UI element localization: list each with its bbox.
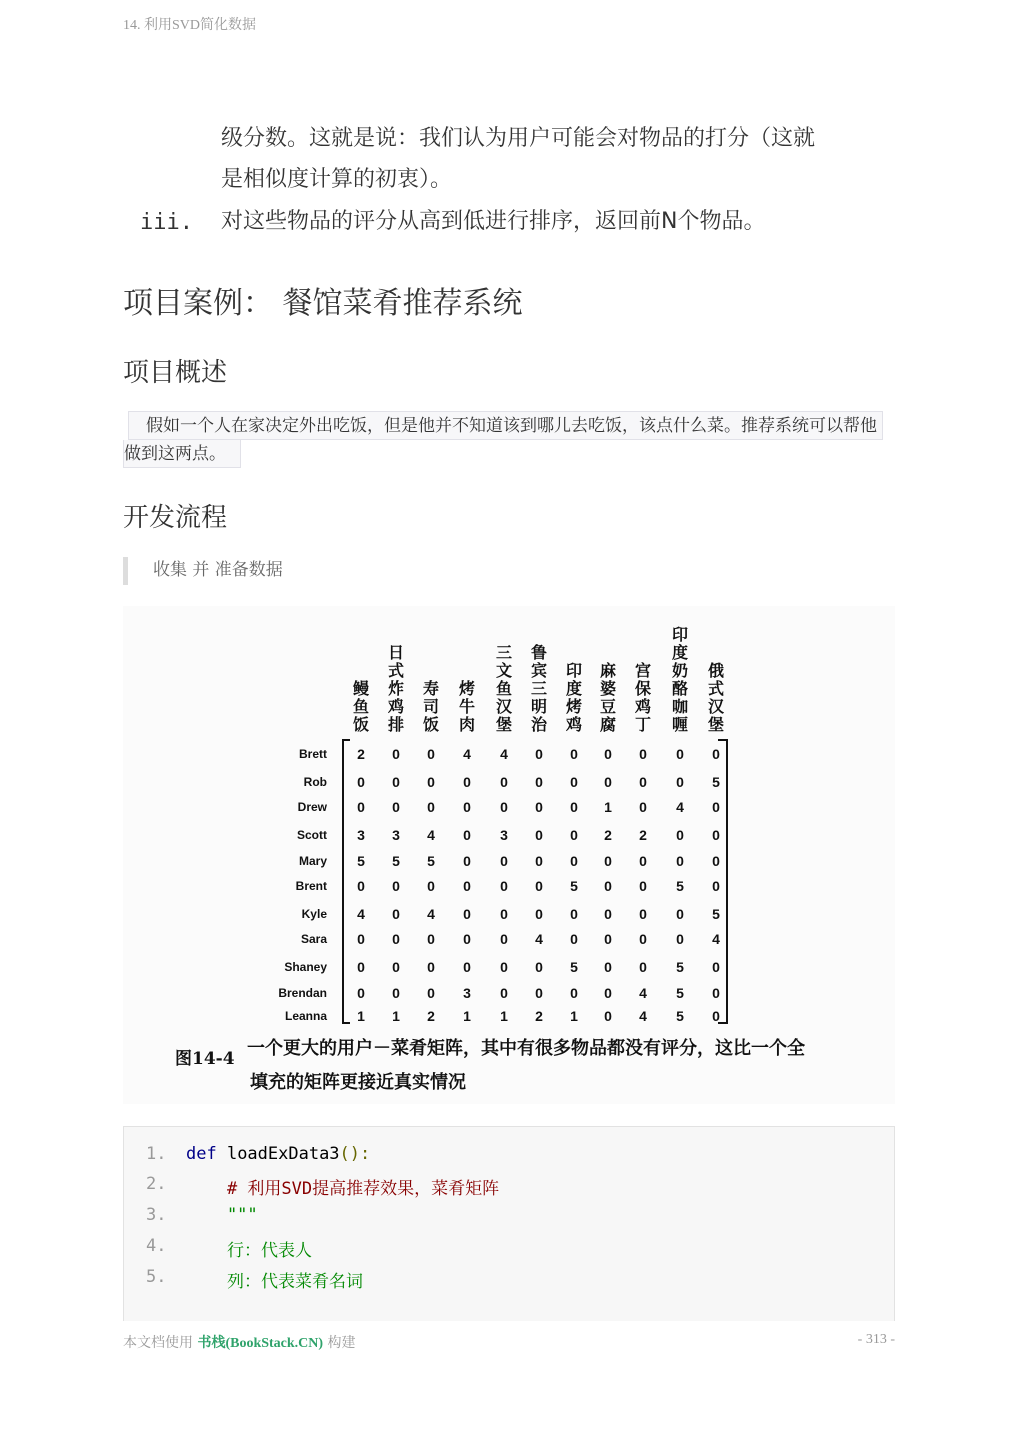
matrix-cell: 0 bbox=[676, 853, 684, 869]
matrix-cell: 0 bbox=[463, 853, 471, 869]
matrix-cell: 2 bbox=[535, 1008, 543, 1024]
matrix-cell: 5 bbox=[712, 906, 720, 922]
matrix-cell: 0 bbox=[604, 959, 612, 975]
matrix-bracket bbox=[342, 739, 728, 1024]
list-marker: iii. bbox=[140, 210, 193, 235]
matrix-cell: 0 bbox=[535, 746, 543, 762]
matrix-cell: 0 bbox=[535, 959, 543, 975]
matrix-cell: 4 bbox=[712, 931, 720, 947]
line-number: 1. bbox=[146, 1144, 167, 1164]
code-line-5: 列：代表菜肴名词 bbox=[186, 1272, 363, 1292]
step-text: 对这些物品的评分从高到低进行排序，返回前N个物品。 bbox=[221, 209, 766, 234]
matrix-cell: 0 bbox=[712, 959, 720, 975]
matrix-cell: 4 bbox=[427, 906, 435, 922]
column-header: 麻 婆 豆 腐 bbox=[599, 661, 616, 734]
matrix-cell: 4 bbox=[427, 827, 435, 843]
matrix-cell: 0 bbox=[676, 931, 684, 947]
matrix-cell: 0 bbox=[639, 878, 647, 894]
figure-caption-2: 填充的矩阵更接近真实情况 bbox=[250, 1072, 466, 1093]
section-title: 项目案例： 餐馆菜肴推荐系统 bbox=[123, 286, 523, 321]
page-number: - 313 - bbox=[857, 1332, 895, 1347]
matrix-cell: 1 bbox=[463, 1008, 471, 1024]
row-label: Brett bbox=[298, 747, 327, 761]
matrix-cell: 0 bbox=[500, 774, 508, 790]
matrix-cell: 0 bbox=[500, 985, 508, 1001]
matrix-cell: 0 bbox=[392, 906, 400, 922]
column-header: 鲁 宾 三 明 治 bbox=[530, 643, 547, 734]
row-label: Brendan bbox=[278, 986, 327, 1000]
column-header: 宫 保 鸡 丁 bbox=[634, 661, 651, 734]
overview-line-1: 假如一个人在家决定外出吃饭，但是他并不知道该到哪儿去吃饭，该点什么菜。推荐系统可以帮他 bbox=[128, 411, 883, 440]
row-label: Sara bbox=[300, 932, 327, 946]
code-line-2: # 利用SVD提高推荐效果，菜肴矩阵 bbox=[186, 1179, 500, 1199]
matrix-cell: 5 bbox=[676, 878, 684, 894]
matrix-cell: 0 bbox=[357, 985, 365, 1001]
matrix-cell: 0 bbox=[427, 746, 435, 762]
matrix-cell: 0 bbox=[500, 906, 508, 922]
matrix-cell: 0 bbox=[604, 906, 612, 922]
matrix-cell: 0 bbox=[604, 853, 612, 869]
matrix-cell: 0 bbox=[639, 853, 647, 869]
matrix-cell: 5 bbox=[570, 959, 578, 975]
matrix-cell: 0 bbox=[463, 799, 471, 815]
matrix-cell: 0 bbox=[392, 959, 400, 975]
matrix-cell: 5 bbox=[427, 853, 435, 869]
matrix-cell: 1 bbox=[357, 1008, 365, 1024]
matrix-cell: 0 bbox=[712, 799, 720, 815]
matrix-cell: 3 bbox=[392, 827, 400, 843]
overview-heading: 项目概述 bbox=[123, 358, 228, 388]
matrix-cell: 0 bbox=[639, 799, 647, 815]
matrix-cell: 4 bbox=[639, 985, 647, 1001]
row-label: Shaney bbox=[284, 960, 327, 974]
matrix-cell: 0 bbox=[427, 985, 435, 1001]
matrix-cell: 0 bbox=[500, 959, 508, 975]
footer-suffix: 构建 bbox=[323, 1335, 356, 1351]
column-header: 日 式 炸 鸡 排 bbox=[387, 643, 404, 734]
running-header: 14. 利用SVD简化数据 bbox=[123, 18, 257, 33]
matrix-cell: 1 bbox=[500, 1008, 508, 1024]
line-number: 5. bbox=[146, 1267, 167, 1287]
matrix-cell: 0 bbox=[535, 985, 543, 1001]
matrix-cell: 0 bbox=[639, 746, 647, 762]
matrix-cell: 0 bbox=[604, 1008, 612, 1024]
matrix-cell: 0 bbox=[392, 985, 400, 1001]
matrix-cell: 0 bbox=[463, 959, 471, 975]
code-line-3: """ bbox=[186, 1205, 258, 1225]
footer-brand-link[interactable]: 书栈(BookStack.CN) bbox=[197, 1336, 324, 1351]
matrix-cell: 0 bbox=[570, 985, 578, 1001]
matrix-cell: 1 bbox=[604, 799, 612, 815]
matrix-cell: 0 bbox=[357, 959, 365, 975]
figure-caption-1: 一个更大的用户－菜肴矩阵，其中有很多物品都没有评分，这比一个全 bbox=[247, 1038, 805, 1059]
matrix-cell: 0 bbox=[676, 827, 684, 843]
row-label: Brent bbox=[295, 879, 327, 893]
matrix-cell: 0 bbox=[500, 853, 508, 869]
matrix-cell: 0 bbox=[712, 853, 720, 869]
matrix-cell: 0 bbox=[427, 959, 435, 975]
row-label: Mary bbox=[298, 854, 327, 868]
matrix-cell: 5 bbox=[357, 853, 365, 869]
matrix-cell: 4 bbox=[676, 799, 684, 815]
matrix-cell: 0 bbox=[604, 985, 612, 1001]
flow-heading: 开发流程 bbox=[123, 503, 228, 533]
matrix-cell: 0 bbox=[639, 959, 647, 975]
matrix-cell: 2 bbox=[604, 827, 612, 843]
bracket-tick-bottom-left bbox=[342, 1022, 350, 1024]
matrix-cell: 0 bbox=[427, 799, 435, 815]
bracket-tick-top-left bbox=[342, 739, 350, 741]
matrix-cell: 5 bbox=[676, 1008, 684, 1024]
matrix-cell: 2 bbox=[357, 746, 365, 762]
matrix-cell: 0 bbox=[676, 774, 684, 790]
matrix-cell: 0 bbox=[604, 746, 612, 762]
flow-blockquote: 收集 并 准备数据 bbox=[123, 557, 283, 585]
matrix-cell: 0 bbox=[712, 985, 720, 1001]
matrix-cell: 0 bbox=[535, 906, 543, 922]
matrix-cell: 0 bbox=[392, 931, 400, 947]
matrix-cell: 0 bbox=[570, 746, 578, 762]
matrix-cell: 0 bbox=[712, 827, 720, 843]
row-label: Leanna bbox=[284, 1009, 327, 1023]
footer-prefix: 本文档使用 bbox=[123, 1335, 198, 1351]
matrix-cell: 0 bbox=[463, 878, 471, 894]
matrix-cell: 0 bbox=[604, 931, 612, 947]
matrix-cell: 4 bbox=[535, 931, 543, 947]
matrix-cell: 0 bbox=[535, 827, 543, 843]
matrix-cell: 0 bbox=[604, 774, 612, 790]
matrix-cell: 0 bbox=[357, 799, 365, 815]
line-number: 2. bbox=[146, 1174, 167, 1194]
matrix-cell: 0 bbox=[535, 878, 543, 894]
matrix-cell: 3 bbox=[500, 827, 508, 843]
matrix-cell: 0 bbox=[535, 774, 543, 790]
matrix-cell: 0 bbox=[570, 906, 578, 922]
intro-line-2: 是相似度计算的初衷）。 bbox=[221, 167, 453, 192]
column-header: 三 文 鱼 汉 堡 bbox=[495, 643, 512, 734]
column-header: 印 度 烤 鸡 bbox=[565, 661, 582, 734]
matrix-cell: 0 bbox=[427, 774, 435, 790]
column-header: 印 度 奶 酪 咖 喱 bbox=[671, 625, 688, 734]
matrix-cell: 0 bbox=[463, 774, 471, 790]
column-header: 烤 牛 肉 bbox=[458, 679, 475, 734]
overview-line-2: 做到这两点。 bbox=[123, 440, 241, 468]
code-block bbox=[123, 1126, 895, 1321]
bracket-tick-top-right bbox=[718, 739, 726, 741]
matrix-cell: 0 bbox=[712, 1008, 720, 1024]
row-label: Rob bbox=[303, 775, 327, 789]
matrix-cell: 4 bbox=[639, 1008, 647, 1024]
row-label: Drew bbox=[297, 800, 327, 814]
matrix-cell: 0 bbox=[712, 746, 720, 762]
matrix-cell: 0 bbox=[392, 878, 400, 894]
matrix-cell: 0 bbox=[392, 746, 400, 762]
matrix-cell: 5 bbox=[676, 959, 684, 975]
matrix-cell: 0 bbox=[535, 853, 543, 869]
matrix-cell: 0 bbox=[676, 746, 684, 762]
matrix-cell: 0 bbox=[500, 931, 508, 947]
function-parens: (): bbox=[339, 1144, 371, 1164]
matrix-cell: 0 bbox=[392, 799, 400, 815]
matrix-figure bbox=[123, 606, 895, 1104]
code-line-1 bbox=[186, 1144, 370, 1164]
matrix-cell: 0 bbox=[357, 878, 365, 894]
matrix-cell: 5 bbox=[676, 985, 684, 1001]
row-label: Kyle bbox=[301, 907, 327, 921]
column-header: 鳗 鱼 饭 bbox=[352, 679, 369, 734]
matrix-cell: 0 bbox=[500, 878, 508, 894]
matrix-cell: 5 bbox=[392, 853, 400, 869]
matrix-cell: 2 bbox=[639, 827, 647, 843]
matrix-cell: 4 bbox=[357, 906, 365, 922]
matrix-cell: 4 bbox=[463, 746, 471, 762]
matrix-cell: 2 bbox=[427, 1008, 435, 1024]
matrix-cell: 0 bbox=[463, 827, 471, 843]
line-number: 4. bbox=[146, 1236, 167, 1256]
matrix-cell: 0 bbox=[604, 878, 612, 894]
matrix-cell: 5 bbox=[712, 774, 720, 790]
column-header: 俄 式 汉 堡 bbox=[707, 661, 724, 734]
line-number: 3. bbox=[146, 1205, 167, 1225]
matrix-cell: 3 bbox=[463, 985, 471, 1001]
footer-credit bbox=[123, 1332, 356, 1352]
matrix-cell: 0 bbox=[357, 774, 365, 790]
matrix-cell: 0 bbox=[639, 931, 647, 947]
keyword-def: def bbox=[186, 1144, 217, 1164]
matrix-cell: 0 bbox=[639, 906, 647, 922]
code-line-4: 行：代表人 bbox=[186, 1241, 312, 1261]
matrix-cell: 0 bbox=[570, 774, 578, 790]
matrix-cell: 0 bbox=[392, 774, 400, 790]
matrix-cell: 0 bbox=[357, 931, 365, 947]
matrix-cell: 0 bbox=[570, 799, 578, 815]
matrix-cell: 0 bbox=[712, 878, 720, 894]
overview-note bbox=[123, 411, 883, 468]
matrix-cell: 0 bbox=[639, 774, 647, 790]
matrix-cell: 0 bbox=[570, 931, 578, 947]
matrix-cell: 4 bbox=[500, 746, 508, 762]
matrix-cell: 5 bbox=[570, 878, 578, 894]
row-label: Scott bbox=[297, 828, 327, 842]
intro-line-1: 级分数。这就是说：我们认为用户可能会对物品的打分（这就 bbox=[221, 126, 816, 151]
matrix-cell: 0 bbox=[500, 799, 508, 815]
column-header: 寿 司 饭 bbox=[422, 679, 439, 734]
matrix-cell: 0 bbox=[570, 827, 578, 843]
matrix-cell: 0 bbox=[427, 878, 435, 894]
matrix-cell: 0 bbox=[535, 799, 543, 815]
matrix-cell: 1 bbox=[570, 1008, 578, 1024]
matrix-cell: 0 bbox=[676, 906, 684, 922]
matrix-cell: 0 bbox=[570, 853, 578, 869]
matrix-cell: 3 bbox=[357, 827, 365, 843]
function-name: loadExData3 bbox=[216, 1144, 340, 1164]
figure-label: 图14-4 bbox=[175, 1049, 235, 1069]
matrix-cell: 1 bbox=[392, 1008, 400, 1024]
matrix-cell: 0 bbox=[463, 906, 471, 922]
bracket-tick-bottom-right bbox=[718, 1022, 726, 1024]
matrix-cell: 0 bbox=[463, 931, 471, 947]
matrix-cell: 0 bbox=[427, 931, 435, 947]
